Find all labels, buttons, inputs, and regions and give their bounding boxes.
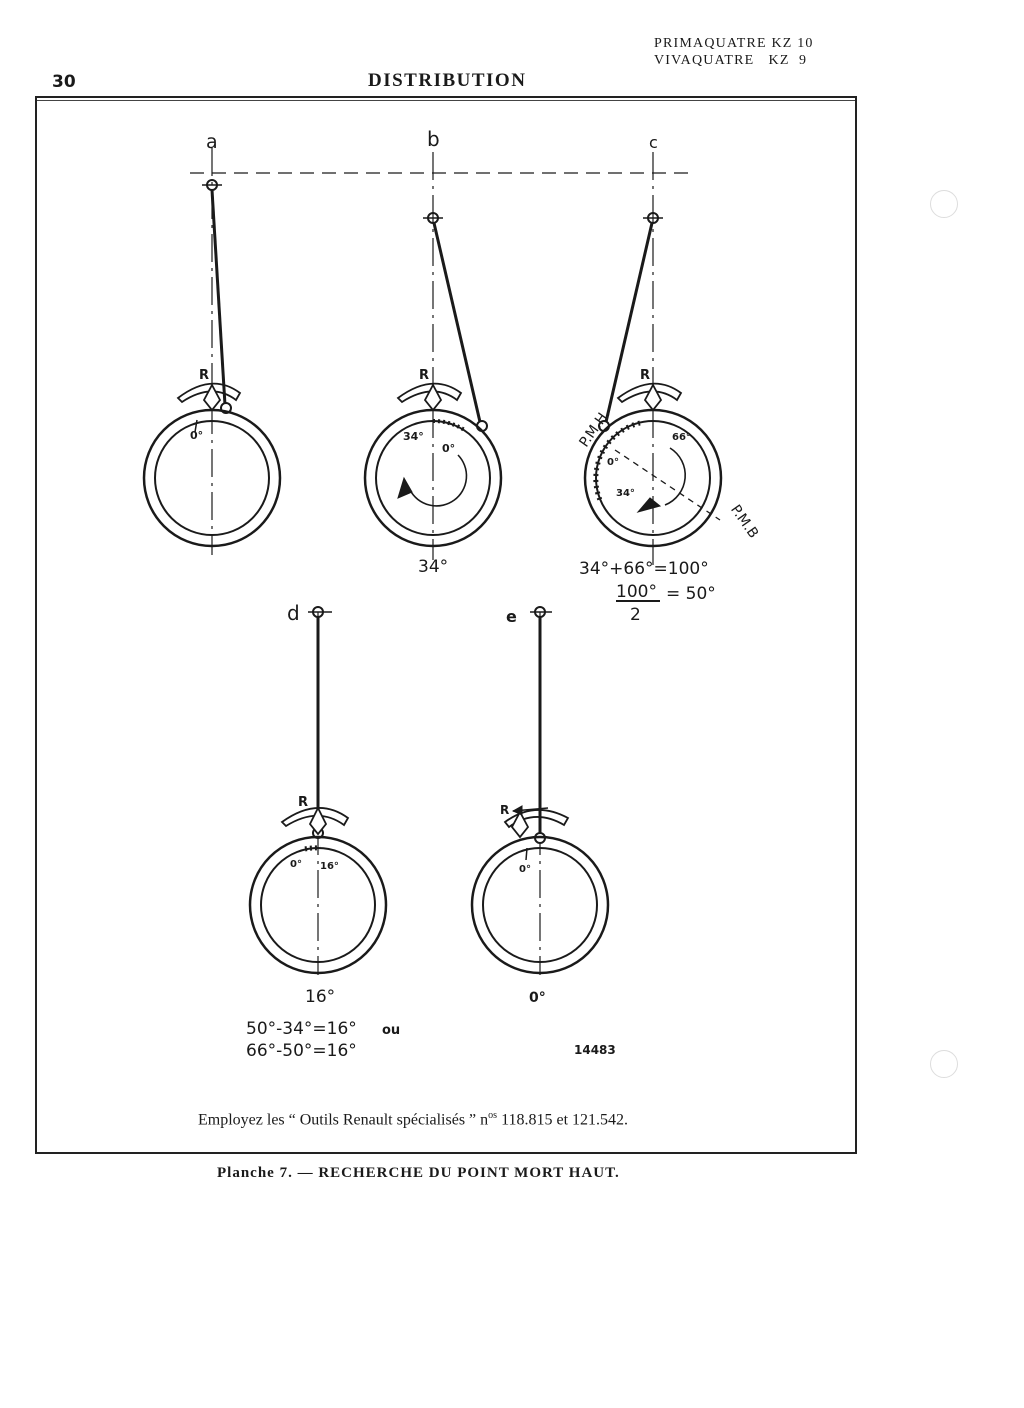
tools-footnote bbox=[198, 1110, 628, 1129]
figure-c-formula-2-denominator: 2 bbox=[630, 605, 641, 625]
figure-d-diagram bbox=[250, 607, 386, 975]
figure-c-dial-low: 34° bbox=[616, 488, 635, 499]
figure-b-dial-left: 34° bbox=[403, 430, 424, 443]
tools-footnote-numbers: 118.815 et 121.542. bbox=[497, 1111, 629, 1129]
figure-d-formula-ou: ou bbox=[382, 1023, 401, 1038]
figure-reference-number: 14483 bbox=[574, 1043, 616, 1057]
figure-b-diagram bbox=[365, 152, 501, 560]
tools-footnote-text: Employez les “ Outils Renault spécialisés ” n bbox=[198, 1111, 489, 1129]
figure-e-diagram bbox=[472, 607, 608, 975]
figure-d-angle: 16° bbox=[305, 987, 336, 1007]
figure-c-formula-2-numerator: 100° bbox=[616, 582, 657, 602]
figure-c-diagram bbox=[585, 152, 721, 601]
section-title: DISTRIBUTION bbox=[368, 70, 527, 91]
figure-d-dial-left: 0° bbox=[290, 859, 302, 870]
figure-d-formula-1: 50°-34°=16° bbox=[246, 1019, 357, 1039]
figure-b-marker: R bbox=[419, 368, 430, 383]
model-line-vivaquatre: VIVAQUATRE KZ 9 bbox=[654, 53, 808, 68]
figure-d-marker: R bbox=[298, 795, 309, 810]
figure-e-letter: e bbox=[506, 607, 517, 626]
figure-d-letter: d bbox=[287, 601, 300, 625]
tools-footnote-superscript: os bbox=[488, 1110, 498, 1121]
figure-a-diagram bbox=[144, 148, 280, 555]
page-number: 30 bbox=[52, 72, 76, 92]
figure-c-letter: c bbox=[649, 133, 658, 152]
plate-caption bbox=[217, 1165, 620, 1182]
figure-a-dial-label: 0° bbox=[190, 429, 204, 442]
figure-e-angle: 0° bbox=[529, 990, 546, 1006]
figure-c-pmb-label: P.M.B bbox=[727, 502, 762, 542]
plate-caption-title: — RECHERCHE DU POINT MORT HAUT. bbox=[292, 1165, 620, 1181]
figure-d-dial-right: 16° bbox=[320, 861, 339, 872]
figure-c-dial-top: 66° bbox=[672, 432, 691, 443]
figure-c-formula-2-result: = 50° bbox=[666, 584, 716, 604]
figure-b-dial-right: 0° bbox=[442, 442, 456, 455]
figure-b-letter: b bbox=[427, 127, 440, 151]
figure-d-formula-2: 66°-50°=16° bbox=[246, 1041, 357, 1061]
figure-a-marker: R bbox=[199, 368, 210, 383]
figure-c-pmh-label: P.M.H. bbox=[576, 406, 614, 451]
figure-c-dial-mid: 0° bbox=[607, 457, 619, 468]
figure-b-angle: 34° bbox=[418, 557, 449, 577]
figure-c-formula-1: 34°+66°=100° bbox=[579, 559, 709, 579]
model-line-primaquatre: PRIMAQUATRE KZ 10 bbox=[654, 36, 814, 51]
figure-c-marker: R bbox=[640, 368, 651, 383]
plate-caption-number: Planche 7. bbox=[217, 1165, 293, 1181]
figure-e-dial-label: 0° bbox=[519, 864, 531, 875]
figure-a-letter: a bbox=[206, 131, 218, 153]
figure-e-marker: R bbox=[500, 803, 510, 817]
